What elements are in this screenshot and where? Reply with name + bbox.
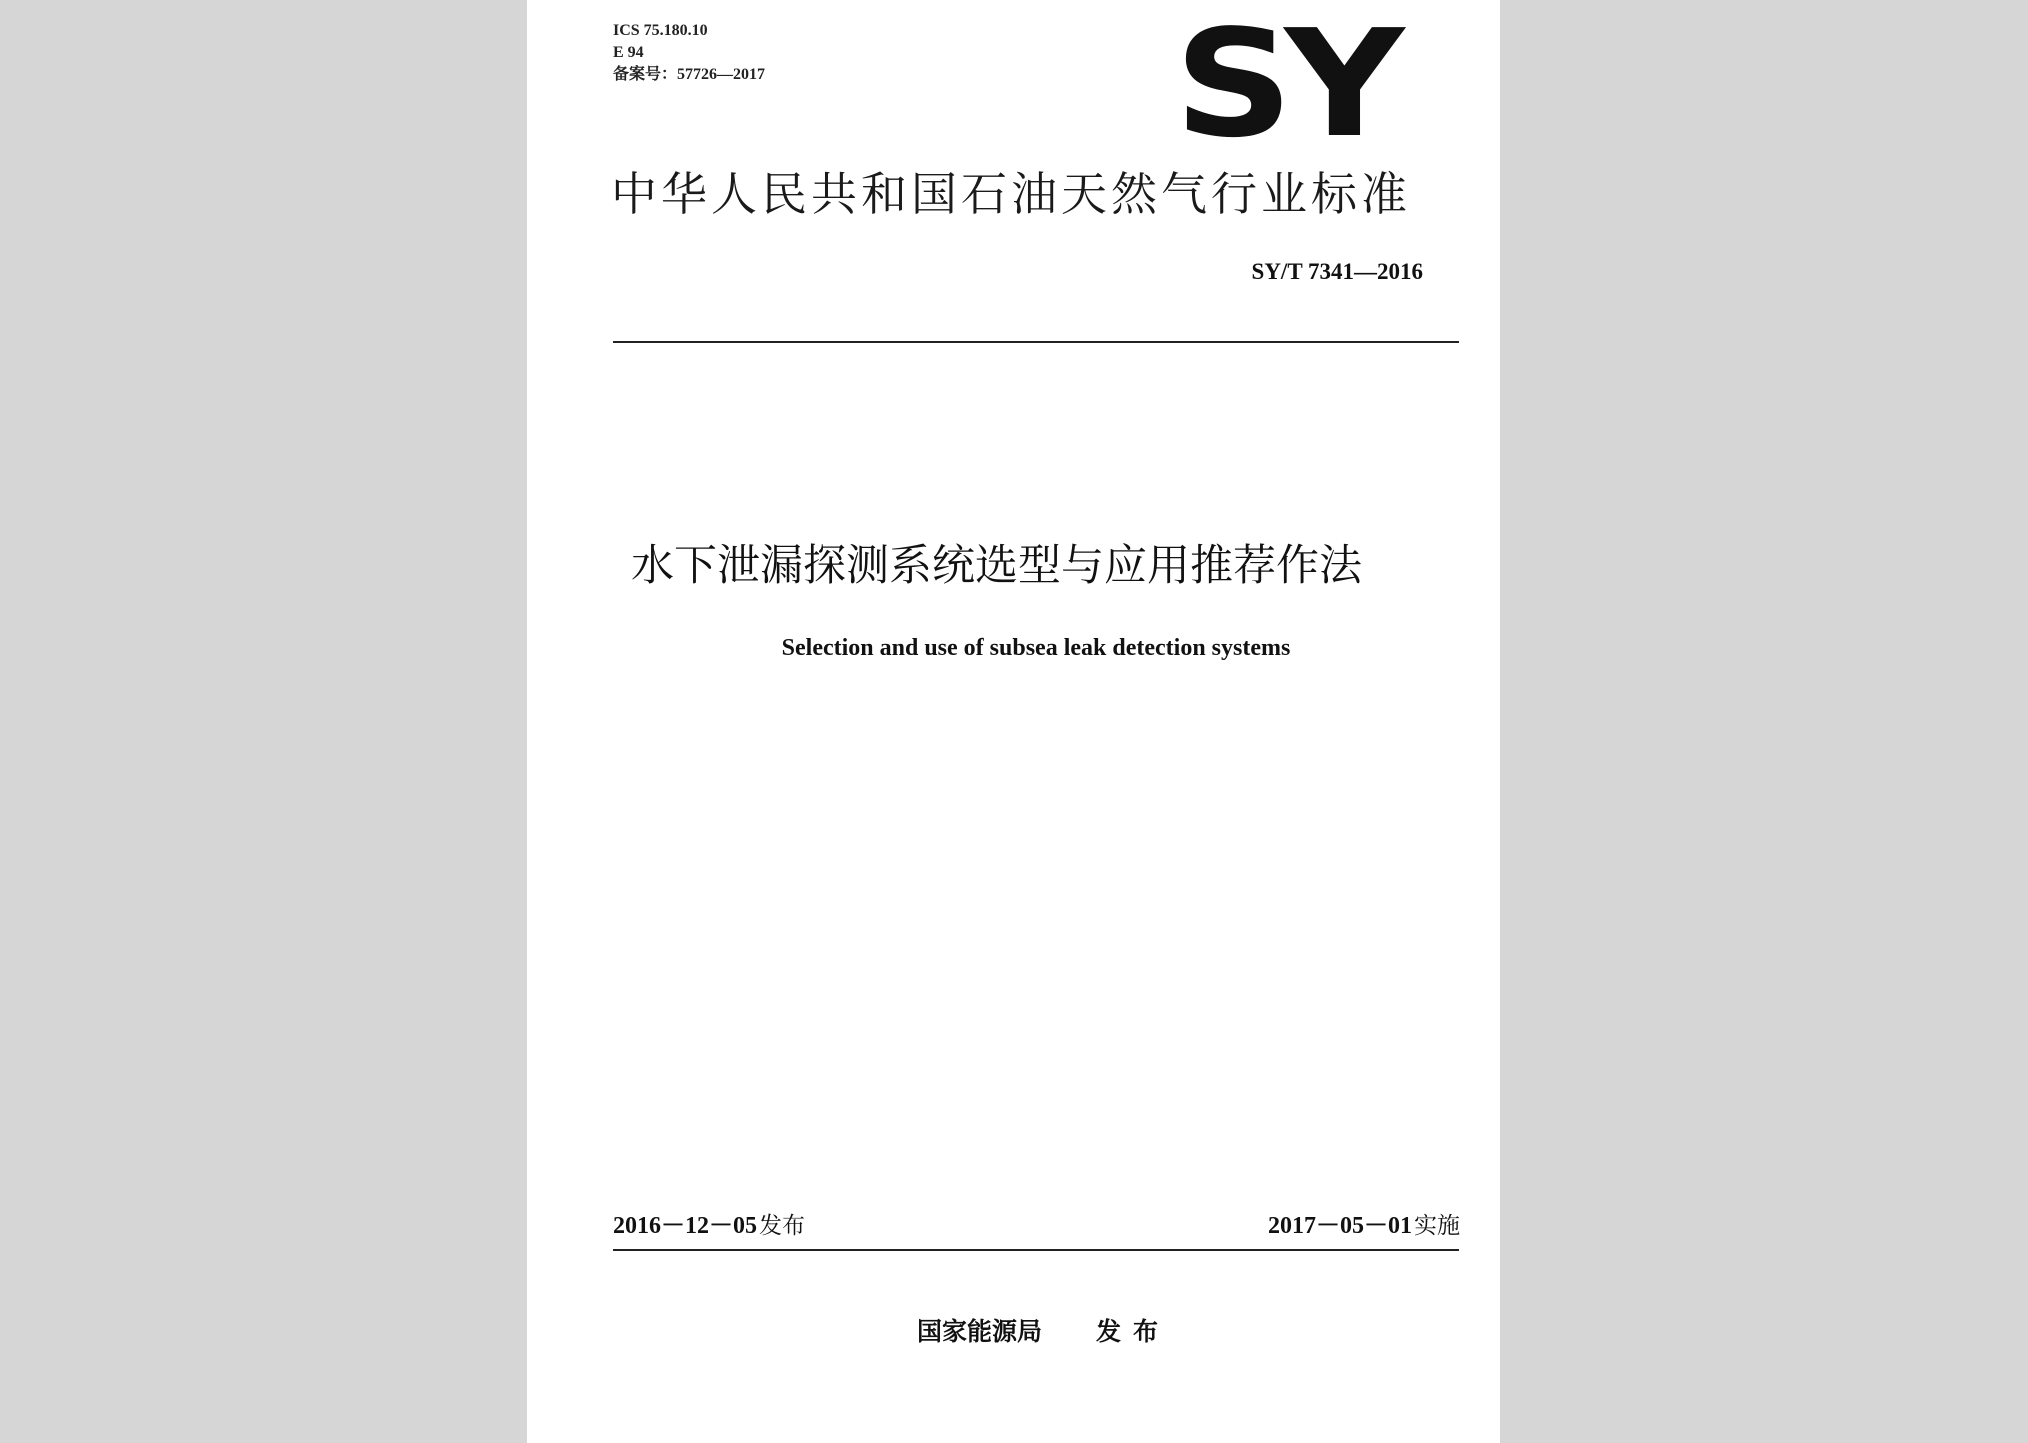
- ics-code: ICS 75.180.10: [613, 22, 708, 39]
- publisher-name: 国家能源局: [917, 1317, 1043, 1346]
- bottom-divider: [613, 1249, 1459, 1251]
- issue-date: 2016－12－05: [613, 1213, 757, 1239]
- document-page: [527, 0, 1500, 1443]
- implement-date: 2017－05－01: [1268, 1213, 1412, 1239]
- top-divider: [613, 341, 1459, 343]
- sy-logo: SY: [1174, 0, 1396, 170]
- filing-number: 备案号：57726—2017: [613, 66, 766, 83]
- standard-name: 中华人民共和国石油天然气行业标准: [611, 167, 1411, 221]
- classification-block: [613, 20, 765, 86]
- category-code: E 94: [613, 44, 644, 61]
- publish-verb: 发布: [1096, 1317, 1171, 1346]
- implement-label: 实施: [1414, 1213, 1460, 1239]
- standard-code: SY/T 7341—2016: [1251, 259, 1423, 284]
- implement-date-line: [1268, 1210, 1460, 1242]
- issue-date-line: [613, 1210, 805, 1242]
- issue-label: 发布: [759, 1213, 805, 1239]
- title-chinese: 水下泄漏探测系统选型与应用推荐作法: [631, 541, 1362, 591]
- title-english: Selection and use of subsea leak detection systems: [781, 635, 1291, 661]
